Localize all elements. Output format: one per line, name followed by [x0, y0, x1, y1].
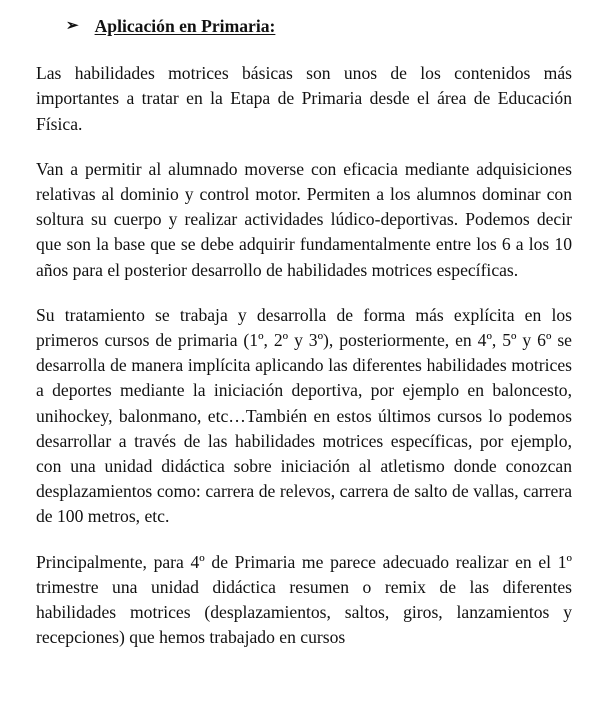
- section-title: Aplicación en Primaria:: [94, 16, 276, 36]
- paragraph-treatment: Su tratamiento se trabaja y desarrolla de forma más explícita en los primeros cursos de primaria (1º, 2º y 3º), posteriormente, en 4º, 5º y 6º se desarrolla de manera implícita aplicando las diferentes habilidades motrices a deportes mediante la iniciación deportiva, por ejemplo en baloncesto, unihockey, balonmano, etc…También en estos últimos cursos lo podemos desarrollar a través de las habilidades motrices específicas, por ejemplo, con una unidad didáctica sobre iniciación al atletismo donde conozcan desplazamientos como: carrera de relevos, carrera de salto de vallas, carrera de 100 metros, etc.: [36, 304, 572, 527]
- arrow-bullet-icon: ➢: [66, 18, 79, 34]
- section-heading: [66, 14, 572, 39]
- paragraph-proposal: Principalmente, para 4º de Primaria me parece adecuado realizar en el 1º trimestre una unidad didáctica resumen o remix de las diferentes habilidades motrices (desplazamientos, saltos, giros, lanzamientos y recepciones) que hemos trabajado en cursos: [36, 551, 572, 648]
- document-page: [36, 14, 572, 670]
- paragraph-intro: Las habilidades motrices básicas son unos de los contenidos más importantes a tratar en la Etapa de Primaria desde el área de Educación Física.: [36, 63, 572, 134]
- paragraph-purpose: Van a permitir al alumnado moverse con eficacia mediante adquisiciones relativas al dominio y control motor. Permiten a los alumnos dominar con soltura su cuerpo y realizar actividades lúdico-deportivas. Podemos decir que son la base que se debe adquirir fundamentalmente entre los 6 a los 10 años para el posterior desarrollo de habilidades motrices específicas.: [36, 158, 572, 280]
